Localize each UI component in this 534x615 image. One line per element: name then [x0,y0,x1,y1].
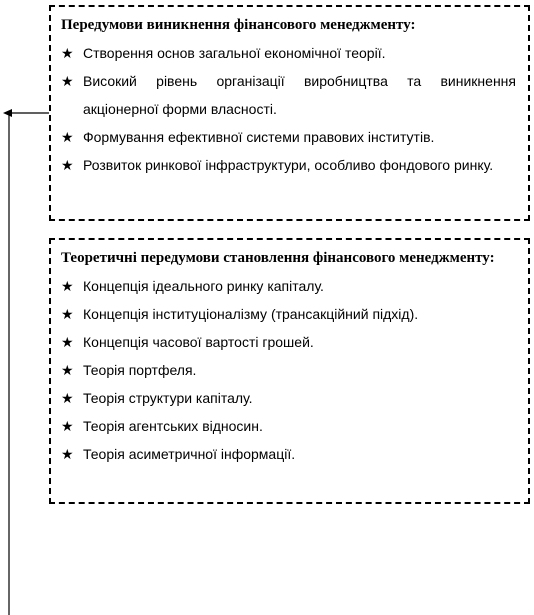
star-icon: ★ [61,129,74,145]
list-item [61,39,516,67]
list-item [61,151,516,179]
list-item [61,440,516,468]
list-item-text: Концепція інституціоналізму (трансакційний підхід). [83,306,419,322]
prerequisites-title: Передумови виникнення фінансового менеджменту: [61,17,416,33]
star-icon: ★ [61,390,74,406]
star-icon: ★ [61,446,74,462]
list-item-text: Теорія структури капіталу. [83,390,253,406]
star-icon: ★ [61,157,74,173]
prerequisites-box [49,5,530,221]
star-icon: ★ [61,306,74,322]
arrowhead-icon [3,109,12,117]
star-icon: ★ [61,362,74,378]
theoretical-prerequisites-box [49,238,530,504]
list-item-text: Створення основ загальної економічної теорії. [83,45,386,61]
star-icon: ★ [61,73,74,89]
list-item-text: Теорія асиметричної інформації. [83,446,296,462]
list-item-text: Теорія агентських відносин. [83,418,263,434]
list-item [61,328,516,356]
list-item [61,300,516,328]
list-item-text: Розвиток ринкової інфраструктури, особливо фондового ринку. [83,157,494,173]
star-icon: ★ [61,45,74,61]
list-item [61,123,516,151]
list-item-text: Концепція часової вартості грошей. [83,334,314,350]
list-item-text: Концепція ідеального ринку капіталу. [83,278,324,294]
theoretical-prerequisites-title: Теоретичні передумови становлення фінансового менеджменту: [61,250,495,266]
list-item-text: Теорія портфеля. [83,362,197,378]
star-icon: ★ [61,278,74,294]
list-item [61,356,516,384]
list-item [61,384,516,412]
list-item [61,412,516,440]
list-item [61,272,516,300]
star-icon: ★ [61,334,74,350]
list-item-text: Формування ефективної системи правових інститутів. [83,129,435,145]
list-item-text: Високий рівень організації виробництва та виникнення акціонерної форми власності. [83,73,516,117]
star-icon: ★ [61,418,74,434]
list-item [61,67,516,123]
